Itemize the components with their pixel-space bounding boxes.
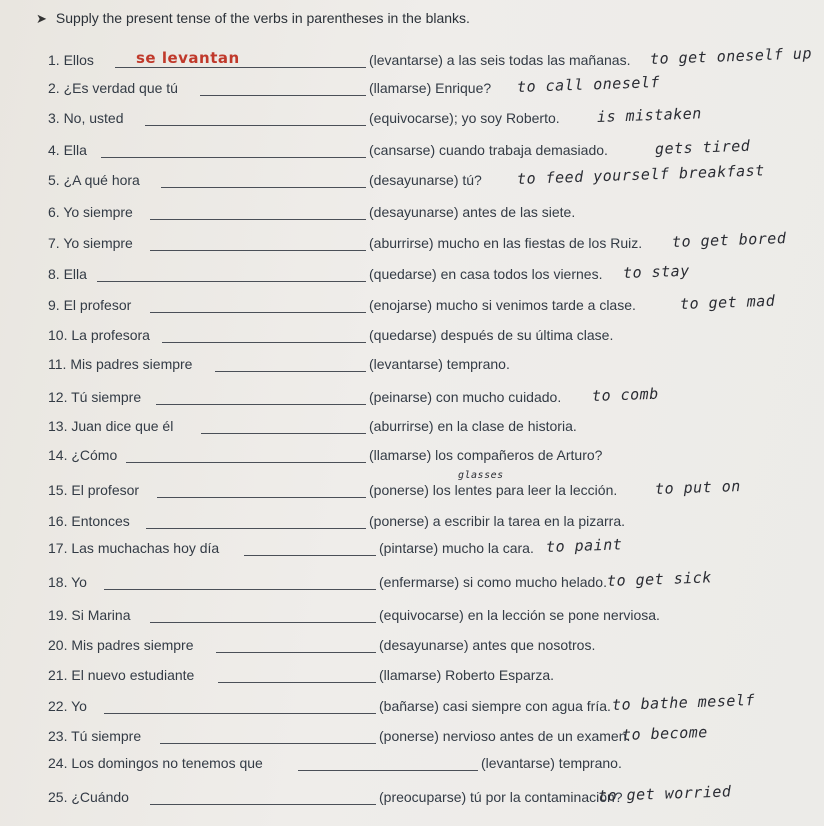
answer-blank[interactable] xyxy=(150,219,366,220)
answer-blank[interactable] xyxy=(216,652,376,653)
verb-clause: (aburrirse) en la clase de historia. xyxy=(369,418,577,434)
answer-blank[interactable] xyxy=(215,371,366,372)
handwritten-translation: to get bored xyxy=(671,229,787,251)
verb-clause: (ponerse) nervioso antes de un examen. xyxy=(379,728,631,744)
answer-blank[interactable] xyxy=(104,713,376,714)
exercise-prompt: 4. Ella xyxy=(48,142,87,158)
exercise-row xyxy=(0,447,824,469)
exercise-prompt: 6. Yo siempre xyxy=(48,204,133,220)
exercise-row xyxy=(0,44,824,74)
answer-blank[interactable] xyxy=(200,95,366,96)
exercise-prompt: 1. Ellos xyxy=(48,52,94,68)
exercise-row xyxy=(0,104,824,132)
answer-blank[interactable] xyxy=(115,67,366,68)
answer-blank[interactable] xyxy=(104,589,376,590)
exercise-prompt: 2. ¿Es verdad que tú xyxy=(48,80,178,96)
handwritten-translation: to bathe meself xyxy=(611,691,756,714)
exercise-prompt: 8. Ella xyxy=(48,266,87,282)
handwritten-translation: to stay xyxy=(622,261,690,282)
verb-clause: (preocuparse) tú por la contaminación? xyxy=(379,789,623,805)
exercise-row xyxy=(0,384,824,411)
handwritten-answer: se levantan xyxy=(136,49,240,67)
answer-blank[interactable] xyxy=(161,187,366,188)
verb-clause: (equivocarse); yo soy Roberto. xyxy=(369,110,560,126)
answer-blank[interactable] xyxy=(145,125,366,126)
exercise-row xyxy=(0,229,824,257)
verb-clause: (enfermarse) si como mucho helado. xyxy=(379,574,607,590)
exercise-prompt: 15. El profesor xyxy=(48,482,140,498)
exercise-prompt: 16. Entonces xyxy=(48,513,130,529)
answer-blank[interactable] xyxy=(218,682,376,683)
answer-blank[interactable] xyxy=(160,743,376,744)
arrow-icon: ➤ xyxy=(36,11,47,26)
exercise-row xyxy=(0,73,824,102)
exercise-row xyxy=(0,356,824,378)
exercise-row xyxy=(0,291,824,319)
handwritten-translation: to get worried xyxy=(597,782,732,805)
verb-clause: (peinarse) con mucho cuidado. xyxy=(369,389,562,405)
exercise-prompt: 3. No, usted xyxy=(48,110,124,126)
exercise-row xyxy=(0,136,824,164)
verb-clause: (cansarse) cuando trabaja demasiado. xyxy=(369,142,608,158)
answer-blank[interactable] xyxy=(150,312,366,313)
handwritten-translation: to get sick xyxy=(606,568,713,590)
answer-blank[interactable] xyxy=(150,622,376,623)
exercise-row xyxy=(0,691,824,720)
exercise-row xyxy=(0,204,824,226)
verb-clause: (ponerse) a escribir la tarea en la pizarra. xyxy=(369,513,626,529)
verb-clause: (desayunarse) antes que nosotros. xyxy=(379,637,596,653)
exercise-row xyxy=(0,568,824,596)
verb-clause: (desayunarse) tú? xyxy=(369,172,482,188)
verb-clause: (levantarse) temprano. xyxy=(481,755,622,771)
exercise-prompt: 7. Yo siempre xyxy=(48,235,133,251)
exercise-row xyxy=(0,418,824,440)
answer-blank[interactable] xyxy=(97,281,366,282)
exercise-prompt: 10. La profesora xyxy=(48,327,150,343)
verb-clause: (llamarse) Roberto Esparza. xyxy=(379,667,555,683)
verb-clause: (aburrirse) mucho en las fiestas de los Ruiz. xyxy=(369,235,643,251)
exercise-row xyxy=(0,667,824,689)
exercise-prompt: 17. Las muchachas hoy día xyxy=(48,540,220,556)
exercise-row xyxy=(0,607,824,629)
answer-blank[interactable] xyxy=(126,462,366,463)
handwritten-translation: is mistaken xyxy=(596,104,703,126)
exercise-prompt: 13. Juan dice que él xyxy=(48,418,174,434)
verb-clause: (llamarse) Enrique? xyxy=(369,80,492,96)
verb-clause: (llamarse) los compañeros de Arturo? xyxy=(369,447,603,463)
handwritten-translation: to comb xyxy=(591,384,659,405)
exercise-prompt: 14. ¿Cómo xyxy=(48,447,118,463)
exercise-row xyxy=(0,470,824,504)
answer-blank[interactable] xyxy=(150,250,366,251)
exercise-prompt: 21. El nuevo estudiante xyxy=(48,667,195,683)
handwritten-translation: to paint xyxy=(545,535,623,556)
verb-clause: (quedarse) en casa todos los viernes. xyxy=(369,266,603,282)
exercise-prompt: 19. Si Marina xyxy=(48,607,131,623)
handwritten-translation: to get mad xyxy=(679,291,776,313)
handwritten-translation: to feed yourself breakfast xyxy=(516,161,765,188)
answer-blank[interactable] xyxy=(162,342,366,343)
verb-clause: (quedarse) después de su última clase. xyxy=(369,327,614,343)
answer-blank[interactable] xyxy=(298,770,478,771)
handwritten-translation: to become xyxy=(621,723,709,744)
instruction-header xyxy=(36,10,470,27)
exercise-prompt: 25. ¿Cuándo xyxy=(48,789,129,805)
verb-clause: (desayunarse) antes de las siete. xyxy=(369,204,576,220)
verb-clause: (levantarse) a las seis todas las mañanas. xyxy=(369,52,631,68)
handwritten-translation: to call oneself xyxy=(516,73,661,96)
exercise-row xyxy=(0,782,824,811)
exercise-prompt: 9. El profesor xyxy=(48,297,132,313)
verb-clause: (ponerse) los lentes para leer la lección. xyxy=(369,482,618,498)
answer-blank[interactable] xyxy=(150,804,376,805)
handwritten-translation: to get oneself up xyxy=(649,44,813,68)
answer-blank[interactable] xyxy=(201,433,366,434)
exercise-row xyxy=(0,261,824,288)
verb-clause: (bañarse) casi siempre con agua fría. xyxy=(379,698,611,714)
exercise-row xyxy=(0,161,824,194)
answer-blank[interactable] xyxy=(157,497,366,498)
handwritten-translation: gets tired xyxy=(654,136,751,158)
exercise-row xyxy=(0,513,824,535)
exercise-prompt: 23. Tú siempre xyxy=(48,728,142,744)
handwritten-translation: to put on xyxy=(654,477,742,498)
verb-clause: (enojarse) mucho si venimos tarde a clase. xyxy=(369,297,636,313)
exercise-prompt: 11. Mis padres siempre xyxy=(48,356,193,372)
exercise-prompt: 12. Tú siempre xyxy=(48,389,142,405)
answer-blank[interactable] xyxy=(101,157,366,158)
exercise-row xyxy=(0,723,824,750)
answer-blank[interactable] xyxy=(146,528,366,529)
exercise-prompt: 24. Los domingos no tenemos que xyxy=(48,755,263,771)
answer-blank[interactable] xyxy=(156,404,366,405)
exercise-row xyxy=(0,535,824,562)
verb-clause: (equivocarse) en la lección se pone nerviosa. xyxy=(379,607,660,623)
exercise-row xyxy=(0,755,824,777)
exercise-row xyxy=(0,327,824,349)
exercise-prompt: 18. Yo xyxy=(48,574,87,590)
exercise-prompt: 22. Yo xyxy=(48,698,87,714)
exercise-prompt: 5. ¿A qué hora xyxy=(48,172,140,188)
exercise-prompt: 20. Mis padres siempre xyxy=(48,637,194,653)
instruction-text: Supply the present tense of the verbs in parentheses in the blanks. xyxy=(55,10,470,26)
handwritten-gloss: glasses xyxy=(458,470,504,481)
exercise-row xyxy=(0,637,824,659)
verb-clause: (pintarse) mucho la cara. xyxy=(379,540,534,556)
answer-blank[interactable] xyxy=(244,555,376,556)
verb-clause: (levantarse) temprano. xyxy=(369,356,510,372)
